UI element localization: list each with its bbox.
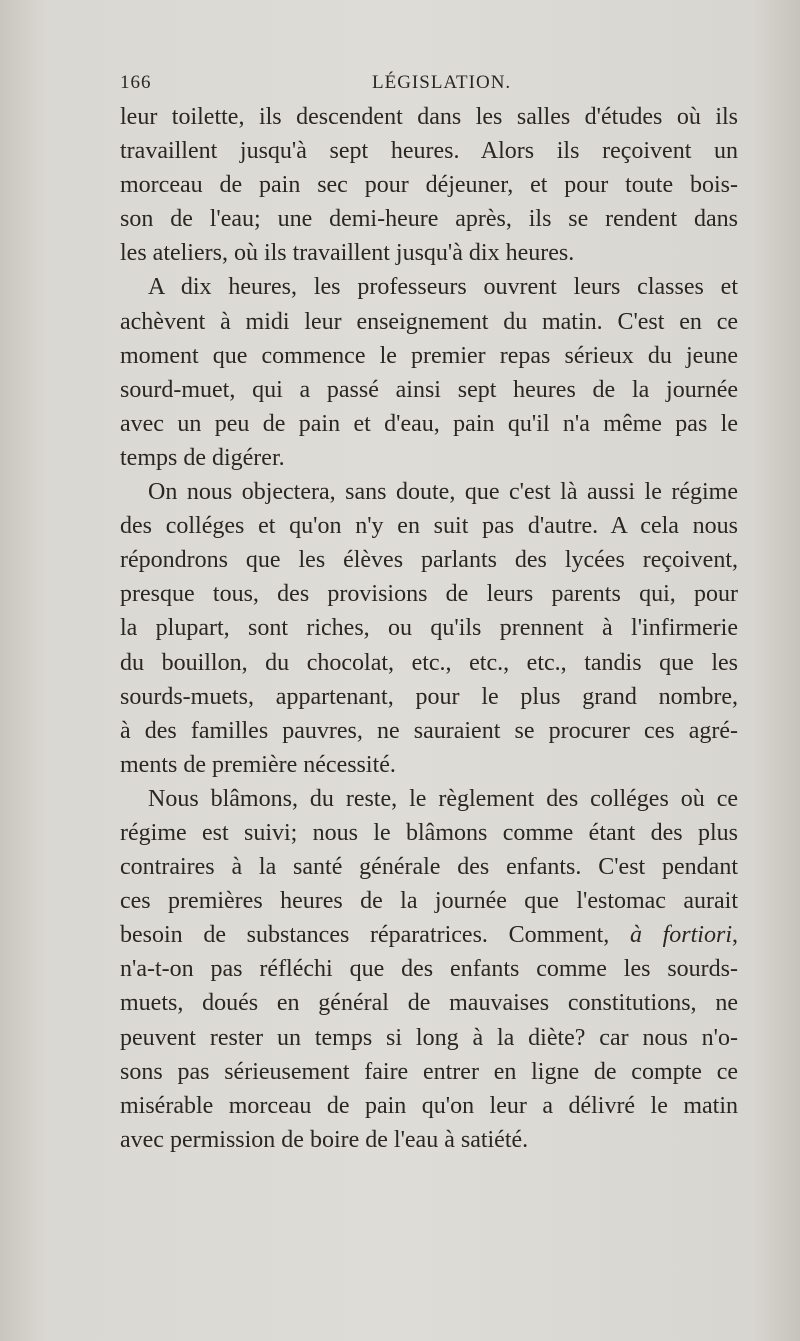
text-line: régime est suivi; nous le blâmons comme étant des plus [120, 819, 738, 846]
text-line: muets, doués en général de mauvaises constitutions, ne [120, 990, 738, 1017]
text-line: avec un peu de pain et d'eau, pain qu'il n'a même pas le [120, 410, 738, 437]
text-line: A dix heures, les professeurs ouvrent leurs classes et [148, 274, 738, 301]
text-line: travaillent jusqu'à sept heures. Alors ils reçoivent un [120, 138, 738, 165]
paragraph [120, 100, 738, 270]
page-number: 166 [120, 72, 152, 93]
text-line: les ateliers, où ils travaillent jusqu'à dix heures. [120, 240, 575, 267]
page-header [120, 72, 740, 102]
paragraph [120, 475, 738, 782]
paragraph [120, 270, 738, 475]
text-line: ces premières heures de la journée que l'estomac aurait [120, 888, 738, 915]
text-line: peuvent rester un temps si long à la diète? car nous n'o- [120, 1024, 738, 1051]
paragraph [120, 782, 738, 1157]
text-line: n'a-t-on pas réfléchi que des enfants comme les sourds- [120, 956, 738, 983]
text-line: à des familles pauvres, ne sauraient se procurer ces agré- [120, 717, 738, 744]
text-line: besoin de substances réparatrices. Comment, à fortiori, [120, 922, 738, 949]
text-line: sourds-muets, appartenant, pour le plus grand nombre, [120, 683, 738, 710]
text-line: misérable morceau de pain qu'on leur a délivré le matin [120, 1092, 738, 1119]
text-line: avec permission de boire de l'eau à satiété. [120, 1126, 529, 1153]
text-line: sourd-muet, qui a passé ainsi sept heures de la journée [120, 376, 738, 403]
text-line: moment que commence le premier repas sérieux du jeune [120, 342, 738, 369]
body-text [120, 100, 738, 1157]
text-line: presque tous, des provisions de leurs parents qui, pour [120, 581, 738, 608]
text-line: On nous objectera, sans doute, que c'est là aussi le régime [148, 479, 738, 506]
text-line: la plupart, sont riches, ou qu'ils prennent à l'infirmerie [120, 615, 738, 642]
text-line: répondrons que les élèves parlants des lycées reçoivent, [120, 547, 738, 574]
text-line: des colléges et qu'on n'y en suit pas d'autre. A cela nous [120, 513, 738, 540]
text-line: du bouillon, du chocolat, etc., etc., etc., tandis que les [120, 649, 738, 676]
text-line: son de l'eau; une demi-heure après, ils se rendent dans [120, 206, 738, 233]
text-line: morceau de pain sec pour déjeuner, et pour toute bois- [120, 172, 738, 199]
text-line: temps de digérer. [120, 444, 285, 471]
text-line: contraires à la santé générale des enfants. C'est pendant [120, 854, 738, 881]
text-line: Nous blâmons, du reste, le règlement des colléges où ce [148, 785, 738, 812]
text-line: leur toilette, ils descendent dans les salles d'études où ils [120, 104, 738, 130]
running-head: LÉGISLATION. [372, 72, 512, 93]
text-line: ments de première nécessité. [120, 751, 396, 778]
text-line: sons pas sérieusement faire entrer en ligne de compte ce [120, 1058, 738, 1085]
text-line: achèvent à midi leur enseignement du matin. C'est en ce [120, 308, 738, 335]
